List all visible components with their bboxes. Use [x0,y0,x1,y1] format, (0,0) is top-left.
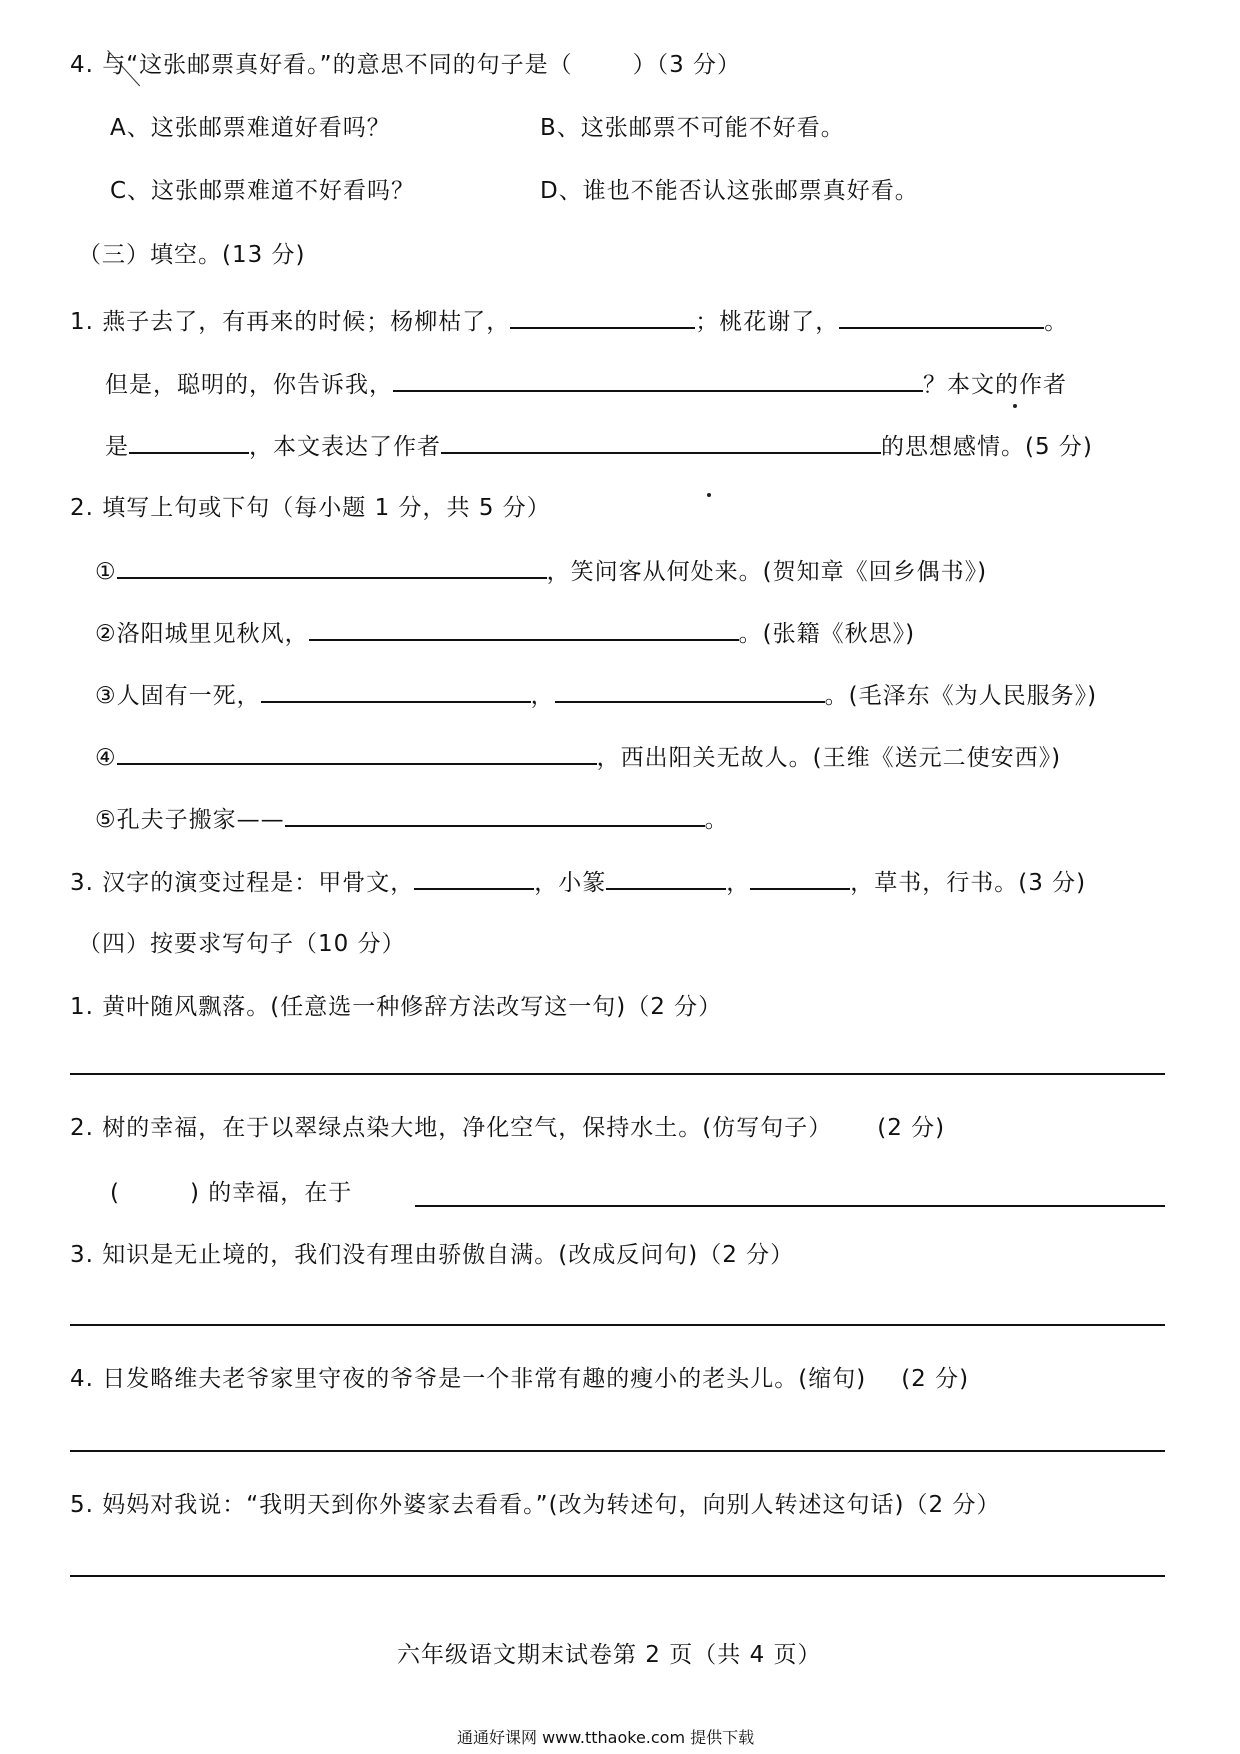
answer-blank[interactable] [129,430,249,454]
item-text: ，笑问客从何处来。(贺知章《回乡偶书》) [546,559,988,585]
answer-blank[interactable] [414,866,534,890]
fill-3-text-b: ，小篆 [534,870,607,896]
sentence-4-text: 4. 日发略维夫老爷家里守夜的爷爷是一个非常有趣的瘦小的老头儿。(缩句) [70,1366,867,1392]
sentence-2-text: 2. 树的幸福，在于以翠绿点染大地，净化空气，保持水土。(仿写句子） [70,1115,833,1141]
item-text: ， [530,683,555,709]
question-4-score: ）（3 分） [632,52,742,78]
fill-3 [70,866,1086,898]
answer-blank[interactable] [750,866,850,890]
option-b: B、这张邮票不可能不好看。 [540,115,845,141]
sentence-4-prompt [70,1364,969,1394]
item-text: 。(毛泽东《为人民服务》) [824,683,1098,709]
item-text: 。 [704,807,729,833]
item-text: ③人固有一死， [95,683,261,709]
fill-1-text-b: ；桃花谢了， [695,309,840,335]
item-number: ① [95,559,117,585]
sentence-2-score: (2 分) [877,1115,946,1141]
fill-1-text-a: 1. 燕子去了，有再来的时候；杨柳枯了， [70,309,511,335]
answer-blank[interactable] [393,368,923,392]
scan-speck [707,493,711,497]
answer-line[interactable] [70,1073,1165,1075]
fill-1-line-3 [105,430,1093,462]
fill-1-text-e: ？本文的作者 [923,372,1067,398]
answer-blank[interactable] [117,555,547,579]
page-footer: 六年级语文期末试卷第 2 页（共 4 页） [397,1642,822,1668]
answer-blank[interactable] [555,679,825,703]
item-text: 。(张籍《秋思》) [738,621,916,647]
fill-2-item-2 [95,617,915,649]
sentence-5-prompt: 5. 妈妈对我说：“我明天到你外婆家去看看。”(改为转述句，向别人转述这句话)（2 分） [70,1492,1001,1518]
fill-2-item-5 [95,803,729,835]
answer-blank[interactable] [839,305,1044,329]
sentence-4-score: (2 分) [901,1366,970,1392]
answer-blank[interactable] [285,803,705,827]
section-4-heading: （四）按要求写句子（10 分） [78,931,406,957]
item-text: ⑤孔夫子搬家—— [95,807,285,833]
fill-2-item-4 [95,741,1061,773]
fill-1-line-1 [70,305,1068,337]
sentence-2-stem: ) 的幸福，在于 [189,1180,353,1206]
item-text: ，西出阳关无故人。(王维《送元二使安西》) [596,745,1062,771]
answer-blank[interactable] [510,305,695,329]
fill-1-text-c: 。 [1044,309,1069,335]
option-d: D、谁也不能否认这张邮票真好看。 [540,178,919,204]
watermark: 通通好课网 www.tthaoke.com 提供下载 [457,1728,755,1747]
answer-line[interactable] [70,1450,1165,1452]
fill-1-line-2 [105,368,1067,400]
answer-blank[interactable] [261,679,531,703]
sentence-3-prompt: 3. 知识是无止境的，我们没有理由骄傲自满。(改成反问句)（2 分） [70,1242,795,1268]
fill-1-text-g: ，本文表达了作者 [249,434,441,460]
question-4-stem [70,50,741,80]
scan-speck [1013,404,1017,408]
item-text: ②洛阳城里见秋风， [95,621,309,647]
answer-blank[interactable] [441,430,881,454]
answer-blank[interactable] [606,866,726,890]
answer-line[interactable] [415,1205,1165,1207]
fill-1-text-d: 但是，聪明的，你告诉我， [105,372,393,398]
item-number: ④ [95,745,117,771]
fill-2-title: 2. 填写上句或下句（每小题 1 分，共 5 分） [70,495,551,521]
fill-2-item-1 [95,555,987,587]
sentence-2-answer [110,1178,352,1208]
fill-3-text-c: ， [726,870,751,896]
sentence-2-prompt [70,1113,945,1143]
answer-line[interactable] [70,1324,1165,1326]
answer-line[interactable] [70,1575,1165,1577]
option-a: A、这张邮票难道好看吗？ [110,115,391,141]
answer-blank[interactable] [309,617,739,641]
fill-3-text-a: 3. 汉字的演变过程是：甲骨文， [70,870,415,896]
answer-blank[interactable] [117,741,597,765]
fill-1-text-f: 是 [105,434,129,460]
fill-2-item-3 [95,679,1097,711]
option-c: C、这张邮票难道不好看吗？ [110,178,416,204]
question-4-stem-text: 4. 与“这张邮票真好看。”的意思不同的句子是（ [70,52,573,78]
section-3-heading: （三）填空。(13 分) [78,242,306,268]
fill-1-text-h: 的思想感情。(5 分) [881,434,1093,460]
paren-open: ( [110,1180,120,1206]
sentence-1-prompt: 1. 黄叶随风飘落。(任意选一种修辞方法改写这一句)（2 分） [70,994,723,1020]
fill-3-text-d: ，草书，行书。(3 分) [850,870,1087,896]
